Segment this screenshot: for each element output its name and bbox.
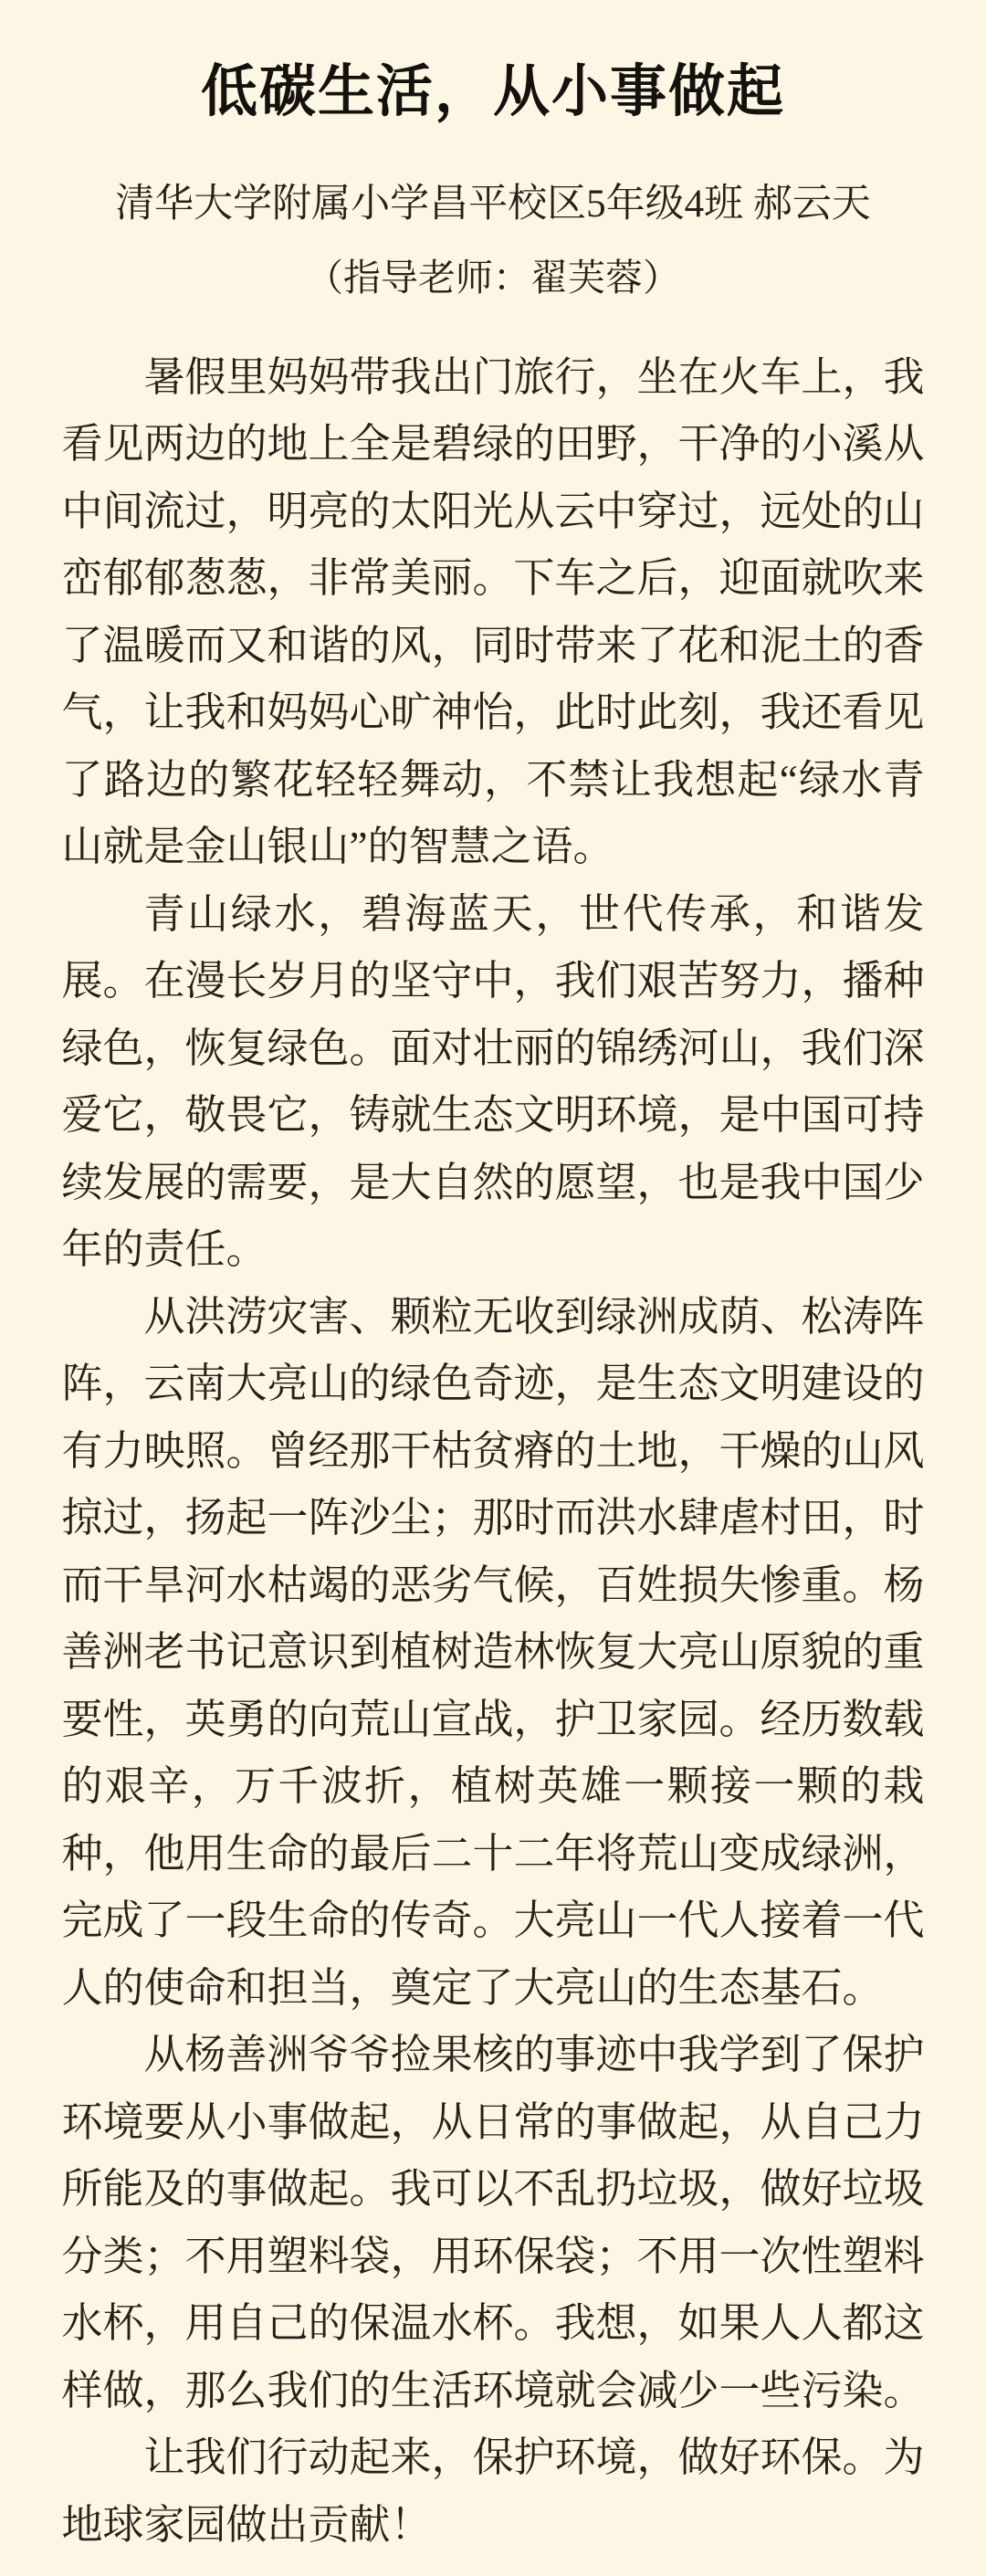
essay-paragraph-3: 从洪涝灾害、颗粒无收到绿洲成荫、松涛阵阵，云南大亮山的绿色奇迹，是生态文明建设的有力映照。曾经那干枯贫瘠的土地，干燥的山风掠过，扬起一阵沙尘；那时而洪水肆虐村田，时而干旱河水枯竭的恶劣气候，百姓损失惨重。杨善洲老书记意识到植树造林恢复大亮山原貌的重要性，英勇的向荒山宣战，护卫家园。经历数载的艰辛，万千波折，植树英雄一颗接一颗的栽种，他用生命的最后二十二年将荒山变成绿洲，完成了一段生命的传奇。大亮山一代人接着一代人的使命和担当，奠定了大亮山的生态基石。 bbox=[61, 1293, 925, 2011]
essay-paragraph-1: 暑假里妈妈带我出门旅行，坐在火车上，我看见两边的地上全是碧绿的田野，干净的小溪从中间流过，明亮的太阳光从云中穿过，远处的山峦郁郁葱葱，非常美丽。下车之后，迎面就吹来了温暖而又和谐的风，同时带来了花和泥土的香气，让我和妈妈心旷神怡，此时此刻，我还看见了路边的繁花轻轻舞动，不禁让我想起“绿水青山就是金山银山”的智慧之语。 bbox=[61, 353, 925, 870]
essay-paragraph-4: 从杨善洲爷爷捡果核的事迹中我学到了保护环境要从小事做起，从日常的事做起，从自己力所能及的事做起。我可以不乱扔垃圾，做好垃圾分类；不用塑料袋，用环保袋；不用一次性塑料水杯，用自己的保温水杯。我想，如果人人都这样做，那么我们的生活环境就会减少一些污染。 bbox=[61, 2032, 925, 2413]
essay-paragraph-5: 让我们行动起来，保护环境，做好环保。为地球家园做出贡献！ bbox=[61, 2434, 925, 2548]
essay-paragraph-2: 青山绿水，碧海蓝天，世代传承，和谐发展。在漫长岁月的坚守中，我们艰苦努力，播种绿色，恢复绿色。面对壮丽的锦绣河山，我们深爱它，敬畏它，铸就生态文明环境，是中国可持续发展的需要，是大自然的愿望，也是我中国少年的责任。 bbox=[61, 890, 925, 1273]
teacher-credit-line: （指导老师：翟芙蓉） bbox=[306, 256, 680, 299]
essay-title: 低碳生活，从小事做起 bbox=[200, 61, 785, 123]
essay-body bbox=[62, 344, 925, 2560]
author-line: 清华大学附属小学昌平校区5年级4班 郝云天 bbox=[115, 183, 871, 226]
